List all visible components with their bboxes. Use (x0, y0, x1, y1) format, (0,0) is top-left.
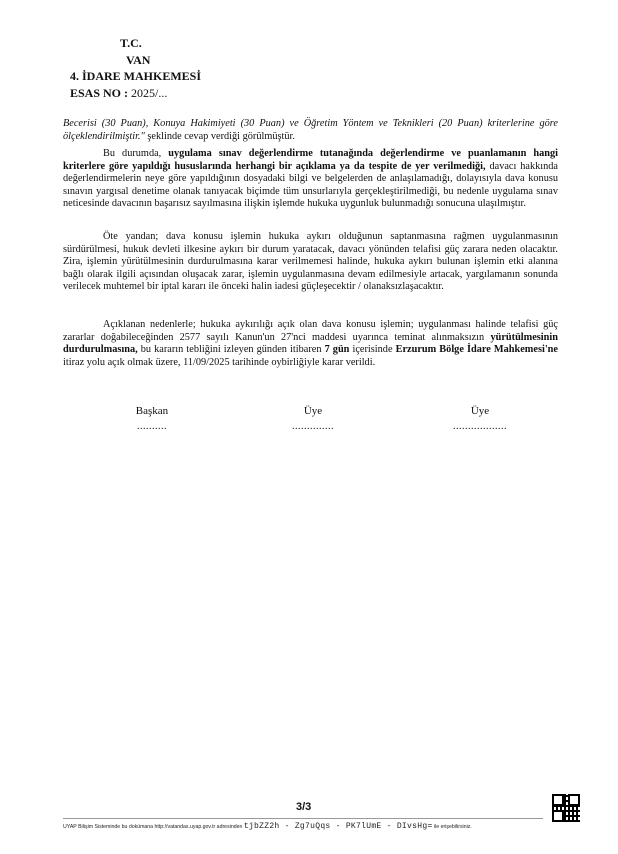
paragraph-2: Öte yandan; dava konusu işlemin hukuka aykırı olduğunun saptanmasına rağmen uygulanmasının sürdürülmesi, hukuk devleti ilkesine aykırı bir durum yaratacak, davacı yönünden telafisi güç zarara neden olacaktır. Zira, işlemin yürütülmesinin durdurulmasına karar verilmemesi halinde, hukuka aykırı bulunan işlemin etki alanına bağlı olarak ilgili açısından oluşacak zarar, işlemin uygulanmasına devam edilmesiyle artacak, yargılamanın sonunda verilecek muhtemel bir iptal kararı ile önceki halin iadesi güçleşecektir / olanaksızlaşacaktır. (63, 231, 558, 293)
signature-dots: .................. (453, 421, 507, 432)
footer-divider (63, 818, 543, 819)
signature-president (122, 405, 182, 432)
esas-label: ESAS NO : (70, 86, 129, 100)
qr-code-icon (552, 794, 580, 822)
page-number: 3/3 (296, 801, 312, 813)
p1-a: Bu durumda, (103, 148, 169, 159)
signature-title: Üye (303, 405, 323, 417)
footer-code: tjbZZ2h - Zg7uQqs - PK7lUmE - DIvsHg= (243, 822, 433, 831)
header-court: 4. İDARE MAHKEMESİ (70, 69, 202, 83)
signature-member-2 (440, 405, 520, 432)
signature-member-1 (283, 405, 343, 432)
p3-bold3: Erzurum Bölge İdare Mahkemesi'ne (395, 344, 558, 356)
p0-italic: Becerisi (30 Puan), Konuya Hakimiyeti (30 Puan) ve Öğretim Yöntem ve Teknikleri (20 Puan) kriterlerine göre ölçeklendirilmiştir." (63, 118, 558, 142)
paragraph-1 (63, 148, 558, 211)
p3-bold2: 7 gün (324, 344, 350, 356)
esas-value: 2025/... (131, 86, 168, 100)
header-tc: T.C. (120, 36, 142, 50)
paragraph-0 (63, 118, 558, 143)
header-esas (70, 86, 167, 101)
p0-tail: şeklinde cevap verdiği görülmüştür. (144, 130, 295, 142)
header-city: VAN (126, 53, 151, 67)
signature-title: Üye (470, 405, 490, 417)
footer-text: UYAP Bilişim Sisteminde bu dokümana http://vatandas.uyap.gov.tr adresinden (63, 824, 243, 830)
footer (63, 822, 543, 831)
signature-dots: .............. (292, 421, 334, 432)
p1-b: davacı hakkında değerlendirmelerin neye göre yapıldığının dosyadaki bilgi ve belgelerden de anlaşılamadığı, dolayısıyla dava konusu sınavın yargısal denetime olanak tanıyacak biçimde tüm unsurlarıyla gerçekleştirilmediği, bu nedenle uygulama sınav neticesinde davacının başarısız sayılmasına ilişkin işlemde hukuka uygunluk bulunmadığı sonucuna ulaşılmıştır. (63, 160, 558, 210)
signature-title: Başkan (135, 405, 169, 417)
paragraph-3 (63, 319, 558, 369)
p3-d: itiraz yolu açık olmak üzere, 11/09/2025 tarihinde oybirliğiyle karar verildi. (63, 356, 376, 368)
signature-dots: .......... (137, 421, 167, 432)
p3-c: içerisinde (349, 344, 396, 356)
footer-tail: ile erişebilirsiniz. (434, 824, 472, 830)
p3-bold1: yürütülmesinin durdurulmasına, (63, 331, 558, 356)
p1-bold: uygulama sınav değerlendirme tutanağında değerlendirme ve puanlamanın hangi kriterlere göre yapıldığı hususlarında herhangi bir açıklama ya da tespite de yer verilmediği, (63, 148, 559, 172)
p3-b: bu kararın tebliğini izleyen günden itibaren (137, 344, 325, 356)
p3-a: Açıklanan nedenlerle; hukuka aykırılığı açık olan dava konusu işlemin; uygulanması halinde telafisi güç zararlar doğabileceğinden 2577 sayılı Kanun'un 27'nci maddesi uyarınca teminat alınmaksızın (63, 319, 558, 343)
